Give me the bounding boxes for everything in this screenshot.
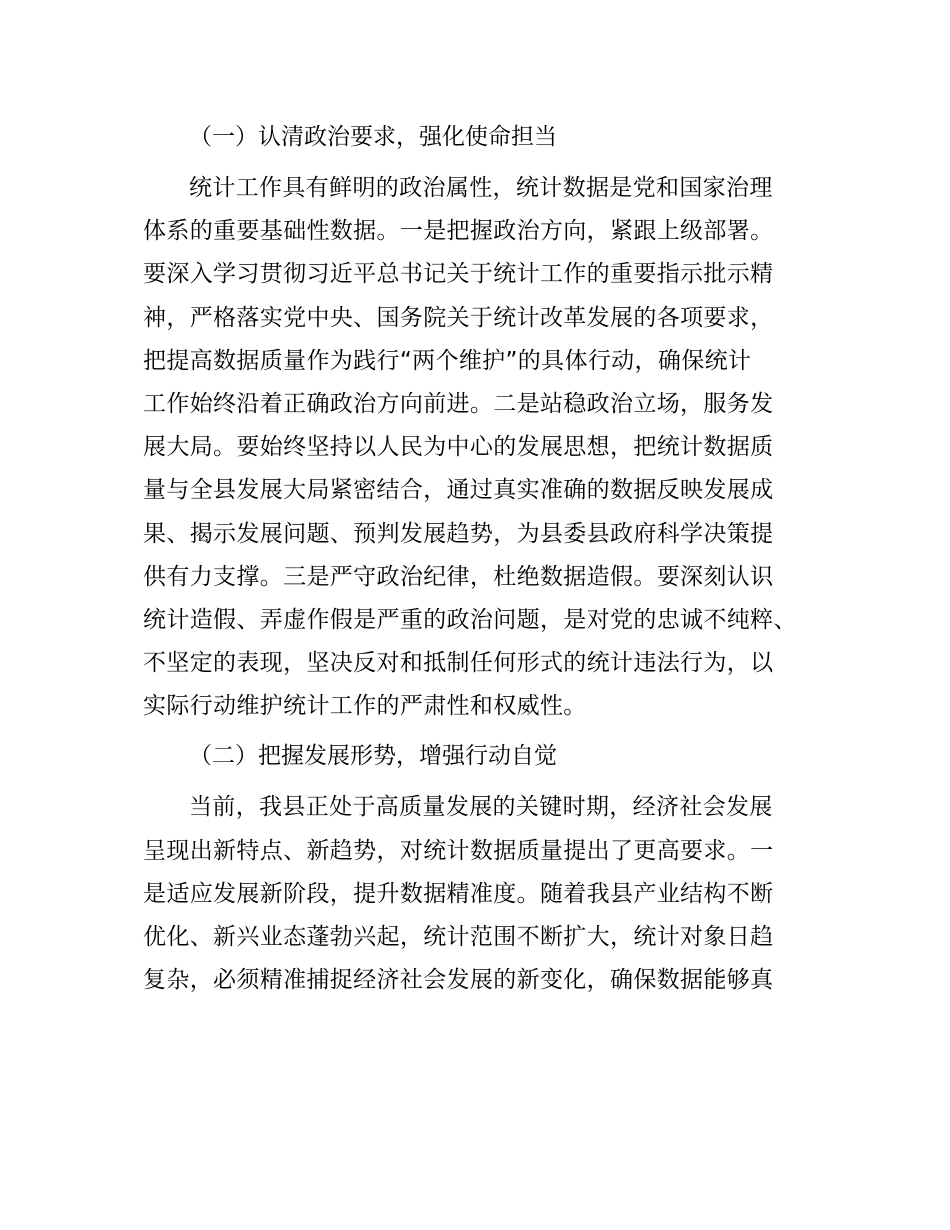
paragraph-line: 呈现出新特点、新趋势，对统计数据质量提出了更高要求。一 bbox=[143, 837, 774, 864]
paragraph-line: 统计工作具有鲜明的政治属性，统计数据是党和国家治理 bbox=[189, 175, 773, 201]
paragraph-line: 神，严格落实党中央、国务院关于统计改革发展的各项要求， bbox=[143, 304, 774, 331]
paragraph-line: 工作始终沿着正确政治方向前进。二是站稳政治立场，服务发 bbox=[143, 390, 774, 417]
paragraph-line: 供有力支撑。三是严守政治纪律，杜绝数据造假。要深刻认识 bbox=[143, 563, 774, 590]
paragraph-line: 是适应发展新阶段，提升数据精准度。随着我县产业结构不断 bbox=[143, 880, 774, 907]
paragraph-line: 体系的重要基础性数据。一是把握政治方向，紧跟上级部署。 bbox=[143, 218, 774, 245]
paragraph-line: 不坚定的表现，坚决反对和抵制任何形式的统计违法行为，以 bbox=[143, 650, 774, 677]
paragraph-line: 统计造假、弄虚作假是严重的政治问题，是对党的忠诚不纯粹、 bbox=[143, 606, 797, 633]
paragraph-line: 量与全县发展大局紧密结合，通过真实准确的数据反映发展成 bbox=[143, 477, 774, 504]
document-body bbox=[143, 116, 823, 1002]
paragraph-line: 当前，我县正处于高质量发展的关键时期，经济社会发展 bbox=[189, 794, 773, 821]
paragraph-line: 展大局。要始终坚持以人民为中心的发展思想，把统计数据质 bbox=[143, 434, 774, 461]
paragraph-line: 复杂，必须精准捕捉经济社会发展的新变化，确保数据能够真 bbox=[143, 967, 774, 994]
paragraph-line: 优化、新兴业态蓬勃兴起，统计范围不断扩大，统计对象日趋 bbox=[143, 924, 774, 950]
paragraph-line: 把提高数据质量作为践行“两个维护”的具体行动，确保统计 bbox=[143, 347, 752, 374]
section-heading-1: （一）认清政治要求，强化使命担当 bbox=[189, 124, 557, 150]
paragraph-line: 要深入学习贯彻习近平总书记关于统计工作的重要指示批示精 bbox=[143, 261, 774, 288]
paragraph-line: 果、揭示发展问题、预判发展趋势，为县委县政府科学决策提 bbox=[143, 520, 774, 547]
section-heading-2: （二）把握发展形势，增强行动自觉 bbox=[189, 743, 557, 770]
paragraph-2 bbox=[143, 786, 823, 1002]
paragraph-line: 实际行动维护统计工作的严肃性和权威性。 bbox=[143, 693, 587, 720]
paragraph-1 bbox=[143, 167, 823, 728]
